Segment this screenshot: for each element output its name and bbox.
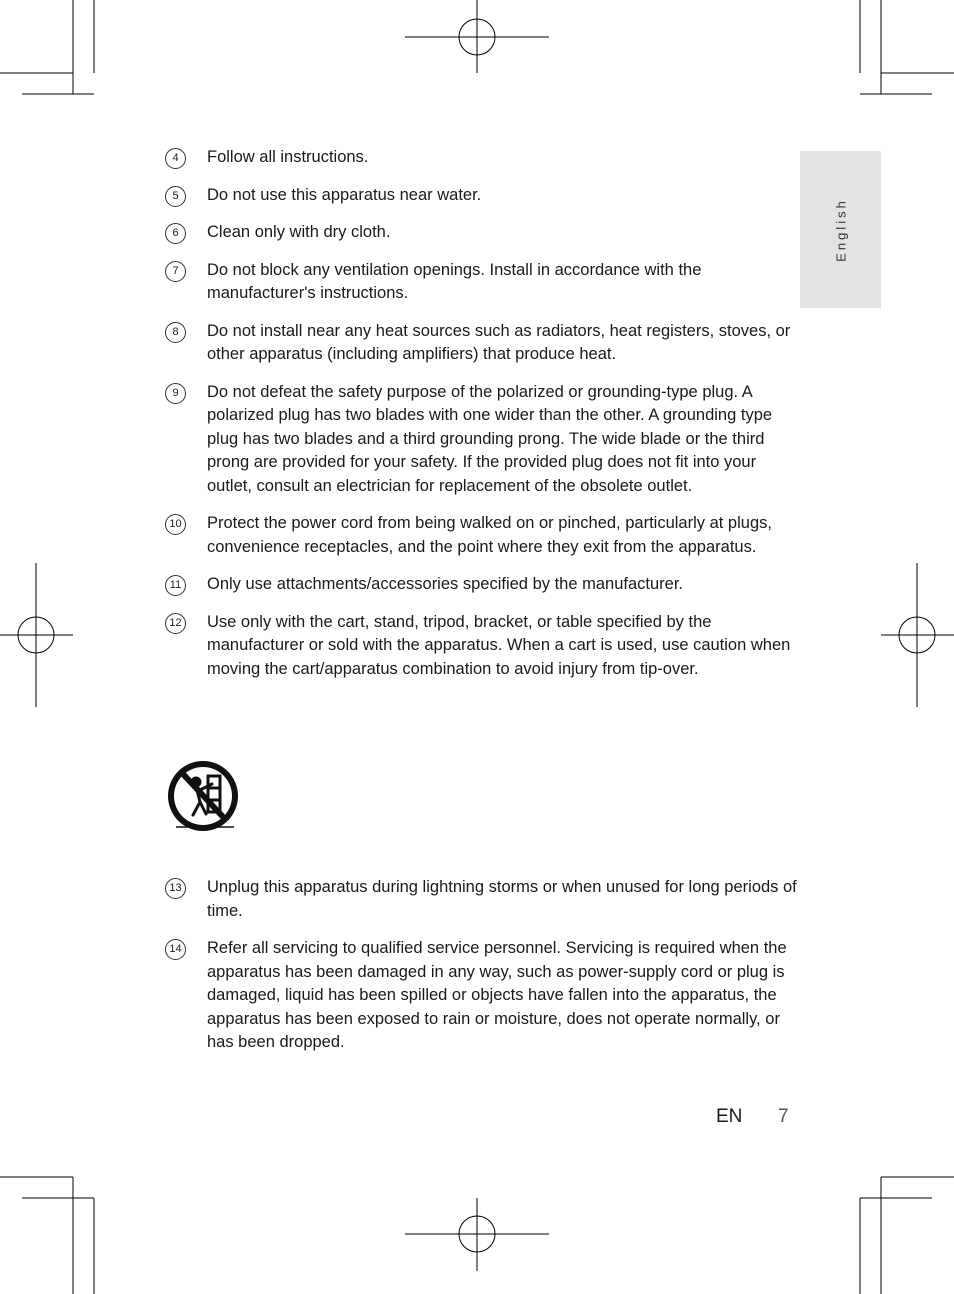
registration-mark-right (881, 563, 954, 707)
item-text: Follow all instructions. (207, 148, 369, 166)
item-text: Only use attachments/accessories specified by the manufacturer. (207, 575, 683, 593)
item-text: Refer all servicing to qualified service personnel. Servicing is required when the apparatus has been damaged in any way, such as power-supply cord or plug is damaged, liquid has been spilled or objects have fallen into the apparatus, the apparatus has been exposed to rain or moisture, does not operate normally, or has been dropped. (207, 939, 787, 1051)
item-text: Do not install near any heat sources such as radiators, heat registers, stoves, or other apparatus (including amplifiers) that produce heat. (207, 321, 791, 363)
language-side-tab (800, 151, 881, 308)
item-number: 5 (165, 186, 186, 207)
list-item (165, 184, 805, 208)
instruction-list (165, 146, 805, 695)
list-item (165, 937, 805, 1055)
item-text: Clean only with dry cloth. (207, 223, 391, 241)
item-number: 9 (165, 383, 186, 404)
item-number: 13 (165, 878, 186, 899)
item-text: Unplug this apparatus during lightning storms or when unused for long periods of time. (207, 878, 797, 920)
item-number: 12 (165, 613, 186, 634)
item-text: Do not block any ventilation openings. Install in accordance with the manufacturer's instructions. (207, 260, 702, 302)
item-text: Do not defeat the safety purpose of the polarized or grounding-type plug. A polarized plug has two blades with one wider than the other. A grounding type plug has two blades and a third grounding prong. The wide blade or the third prong are provided for your safety. If the provided plug does not fit into your outlet, consult an electrician for replacement of the obsolete outlet. (207, 382, 773, 495)
list-item (165, 573, 805, 597)
page-number: 7 (778, 1106, 789, 1127)
list-item (165, 611, 805, 682)
item-number: 14 (165, 939, 186, 960)
item-number: 4 (165, 148, 186, 169)
item-text: Use only with the cart, stand, tripod, bracket, or table specified by the manufacturer or sold with the apparatus. When a cart is used, use caution when moving the cart/apparatus combination to avoid injury from tip-over. (207, 612, 791, 678)
item-text: Do not use this apparatus near water. (207, 185, 482, 204)
item-number: 11 (165, 575, 186, 596)
list-item (165, 512, 805, 559)
footer-language-code: EN (716, 1106, 743, 1127)
list-item (165, 381, 805, 499)
list-item (165, 320, 805, 367)
registration-mark-left (0, 563, 73, 707)
item-number: 6 (165, 223, 186, 244)
item-number: 7 (165, 261, 186, 282)
registration-mark-bottom (405, 1198, 549, 1271)
language-label: English (833, 197, 848, 262)
list-item (165, 876, 805, 923)
registration-mark-top (405, 0, 549, 73)
item-number: 10 (165, 514, 186, 535)
list-item (165, 259, 805, 306)
list-item (165, 221, 805, 245)
list-item (165, 146, 805, 170)
instruction-list-continued (165, 876, 805, 1069)
cart-tip-over-warning-icon (166, 760, 240, 834)
item-text: Protect the power cord from being walked on or pinched, particularly at plugs, convenience receptacles, and the point where they exit from the apparatus. (207, 514, 772, 556)
item-number: 8 (165, 322, 186, 343)
